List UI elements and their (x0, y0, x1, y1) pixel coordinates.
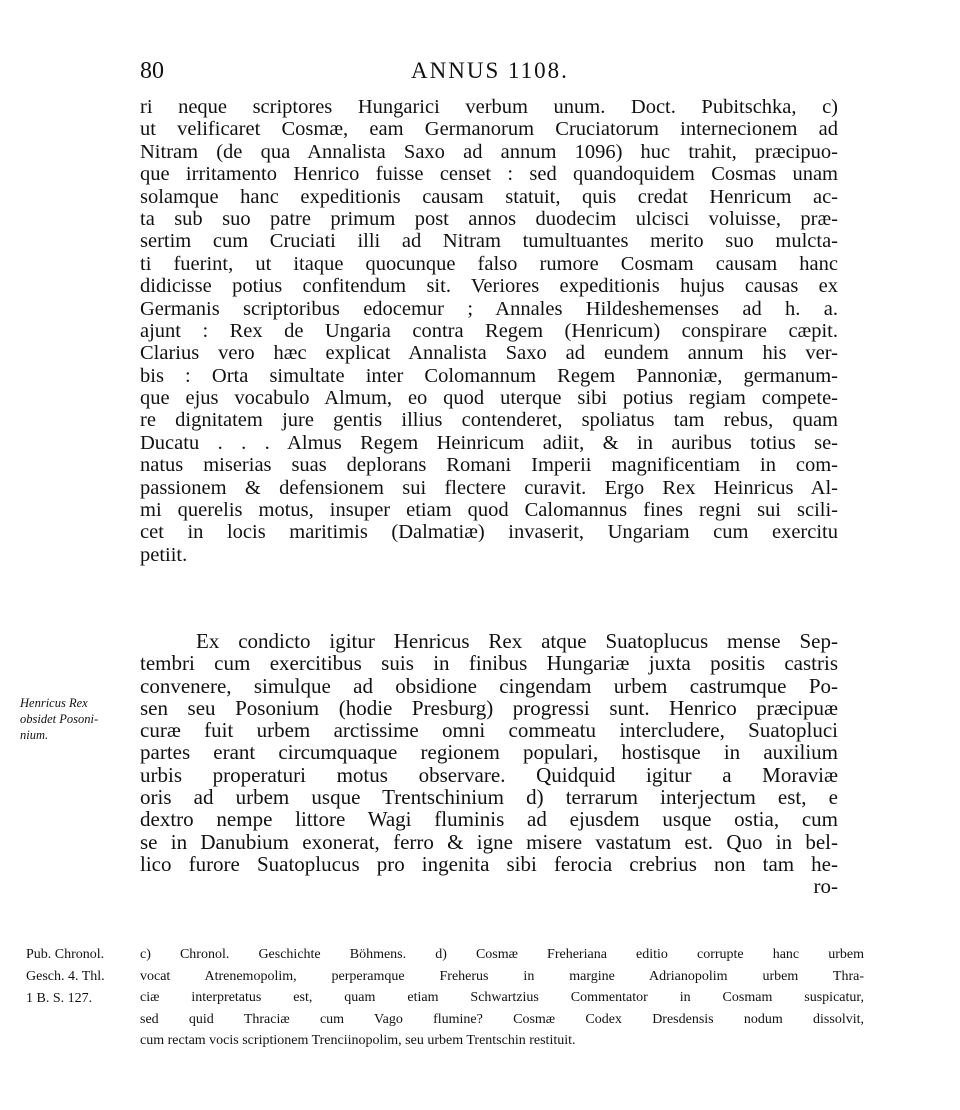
footnote-line: ciæ interpretatus est, quam etiam Schwartzius Commentator in Cosmam suspicatur, (140, 990, 864, 1005)
text-line: oris ad urbem usque Trentschinium d) terrarum interjectum est, e (140, 785, 838, 810)
paragraph-1 (140, 96, 838, 566)
running-head: ANNUS 1108. (411, 58, 569, 83)
marginal-note-line: obsidet Posoni- (20, 712, 99, 726)
quotation-line: Ducatu . . . Almus Regem Heinricum adiit, & in auribus totius se- (140, 431, 838, 454)
catchword: ro- (813, 874, 838, 899)
marginal-note-line: Henricus Rex (20, 696, 88, 710)
text-line: convenere, simulque ad obsidione cingendam urbem castrumque Po- (140, 673, 838, 698)
footnote-reference-line: Gesch. 4. Thl. (26, 969, 105, 984)
text-line: partes erant circumquaque regionem populari, hostisque in auxilium (140, 740, 838, 765)
quotation-line: re dignitatem jure gentis illius contenderet, spoliatus tam rebus, quam (140, 409, 838, 432)
text-line: lico furore Suatoplucus pro ingenita sibi ferocia crebrius non tam he- (140, 851, 838, 876)
text-line: solamque hanc expeditionis causam statuit, quis credat Henricum ac- (140, 185, 838, 208)
text-line: Ex condicto igitur Henricus Rex atque Suatoplucus mense Sep- (196, 629, 838, 653)
footnote-line: sed quid Thraciæ cum Vago flumine? Cosmæ Codex Dresdensis nodum dissolvit, (140, 1011, 864, 1027)
text-line: curæ fuit urbem arctissime omni commeatu intercludere, Suatopluci (140, 718, 838, 743)
text-line: sen seu Posonium (hodie Presburg) progressi sunt. Henrico præcipuæ (140, 695, 838, 720)
quotation-line: bis : Orta simultate inter Colomannum Regem Pannoniæ, germanum- (140, 364, 838, 387)
quotation-line: petiit. (140, 543, 188, 566)
text-line: urbis properaturi motus observare. Quidquid igitur a Moraviæ (140, 762, 838, 787)
footnote-reference-line: Pub. Chronol. (26, 947, 105, 962)
footnote-line: vocat Atrenemopolim, perperamque Freherus in margine Adrianopolim urbem Thra- (140, 968, 864, 984)
text-line: ta sub suo patre primum post annos duodecim ulcisci voluisse, præ- (140, 207, 838, 230)
text-line: se in Danubium exonerat, ferro & igne misere vastatum est. Quo in bel- (140, 829, 838, 854)
text-line: Clarius vero hæc explicat Annalista Saxo ad eundem annum his ver- (140, 342, 838, 365)
page-header (140, 58, 840, 92)
text-line: sertim cum Cruciati illi ad Nitram tumultuantes merito suo mulcta- (140, 230, 838, 253)
marginal-note-line: nium. (20, 728, 49, 742)
footnote-line: cum rectam vocis scriptionem Trenciinopolim, seu urbem Trentschin restituit. (140, 1033, 576, 1048)
footnote-text (140, 944, 864, 1052)
quotation-line: que ejus vocabulo Almum, eo quod uterque sibi potius regiam compete- (140, 387, 838, 410)
paragraph-2 (140, 630, 838, 898)
quotation-line: cet in locis maritimis (Dalmatiæ) invaserit, Ungariam cum exercitu (140, 521, 838, 544)
footnote-reference (26, 944, 136, 1010)
footnote-line: c) Chronol. Geschichte Böhmens. d) Cosmæ Freheriana editio corrupte hanc urbem (140, 947, 864, 962)
text-line: ajunt : Rex de Ungaria contra Regem (Henricum) conspirare cæpit. (140, 319, 838, 342)
text-line: didicisse potius confitendum sit. Veriores expeditionis hujus causas ex (140, 275, 838, 298)
footnote-reference-line: 1 B. S. 127. (26, 991, 93, 1006)
quotation-line: mi querelis motus, insuper etiam quod Calomannus fines regni sui scili- (140, 499, 838, 522)
text-line: dextro nempe littore Wagi fluminis ad ejusdem usque ostia, cum (140, 807, 838, 832)
text-line: ut velificaret Cosmæ, eam Germanorum Cruciatorum internecionem ad (140, 118, 838, 141)
quotation-line: passionem & defensionem sui flectere curavit. Ergo Rex Heinricus Al- (140, 476, 838, 499)
text-line: tembri cum exercitibus suis in finibus Hungariæ juxta positis castris (140, 651, 838, 676)
text-line: que irritamento Henrico fuisse censet : sed quandoquidem Cosmas unam (140, 163, 838, 186)
quotation-line: natus miserias suas deplorans Romani Imperii magnificentiam in com- (140, 454, 838, 477)
page-number: 80 (140, 58, 164, 84)
text-line: ti fuerint, ut itaque quocunque falso rumore Cosmam causam hanc (140, 252, 838, 275)
text-line: Nitram (de qua Annalista Saxo ad annum 1096) huc trahit, præcipuo- (140, 140, 838, 163)
text-line: Germanis scriptoribus edocemur ; Annales Hildeshemenses ad h. a. (140, 297, 838, 320)
text-line: ri neque scriptores Hungarici verbum unum. Doct. Pubitschka, c) (140, 96, 838, 118)
marginal-note (20, 695, 138, 743)
